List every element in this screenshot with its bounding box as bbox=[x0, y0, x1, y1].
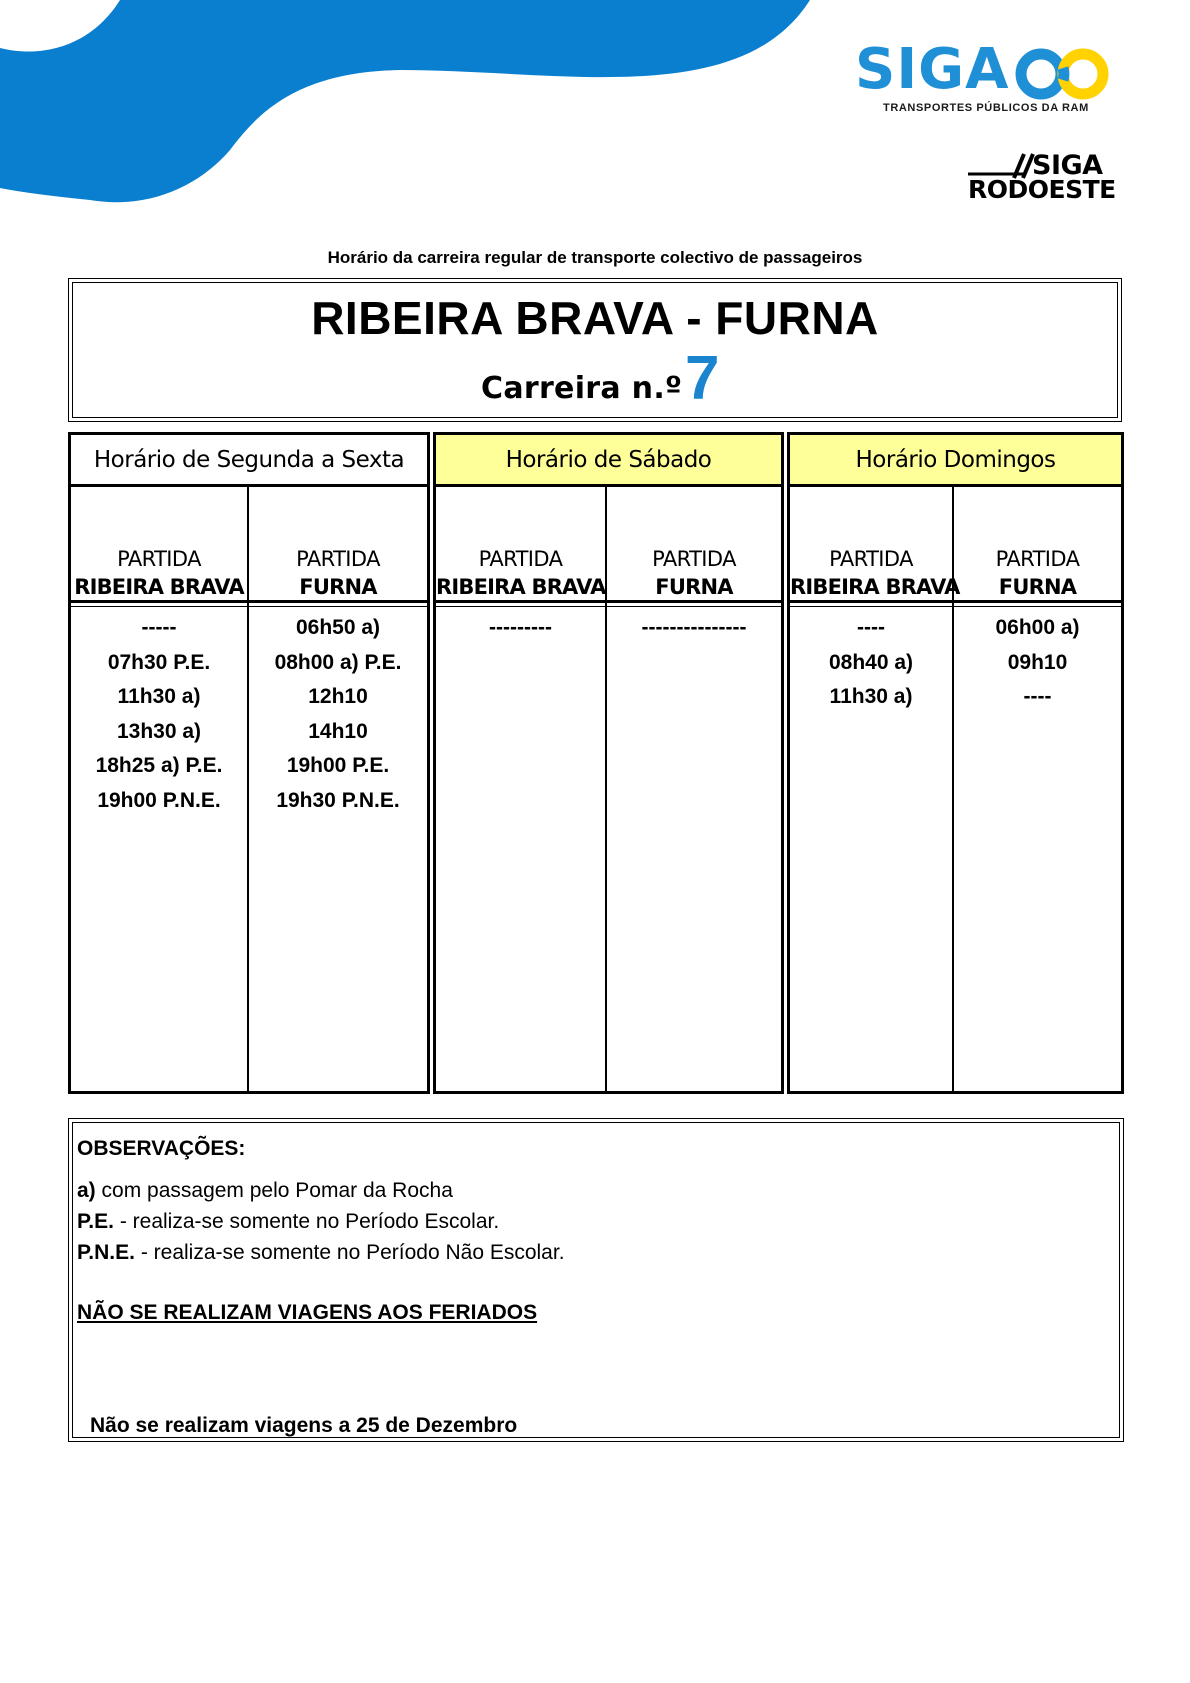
schedule-table bbox=[68, 432, 1124, 1094]
observations-box bbox=[68, 1118, 1124, 1442]
note-key: P.N.E. bbox=[77, 1241, 135, 1264]
weekday-header: Horário de Segunda a Sexta bbox=[71, 435, 427, 487]
saturday-header: Horário de Sábado bbox=[436, 435, 781, 487]
departure-time: 19h30 P.N.E. bbox=[276, 788, 400, 812]
departure-time: 08h40 a) bbox=[828, 650, 914, 674]
column-header bbox=[790, 487, 960, 603]
column-header-label: PARTIDA bbox=[829, 547, 913, 571]
departure-time: 06h00 a) bbox=[995, 616, 1080, 639]
column-header-origin: RIBEIRA BRAVA bbox=[74, 575, 244, 599]
column-header-origin: FURNA bbox=[998, 575, 1077, 599]
note-line bbox=[77, 1210, 499, 1234]
siga-tagline: TRANSPORTES PÚBLICOS DA RAM bbox=[883, 102, 1089, 114]
column-header-origin: FURNA bbox=[655, 575, 733, 599]
sunday-header: Horário Domingos bbox=[790, 435, 1121, 487]
departure-time: 14h10 bbox=[308, 719, 368, 743]
sunday-schedule bbox=[787, 432, 1124, 1094]
rodoeste-name-text: RODOESTE bbox=[968, 175, 1116, 204]
route-title: RIBEIRA BRAVA - FURNA bbox=[311, 292, 879, 344]
column-header-label: PARTIDA bbox=[117, 547, 201, 571]
sunday-col-ribeira-brava bbox=[790, 487, 960, 1091]
holiday-notice: NÃO SE REALIZAM VIAGENS AOS FERIADOS bbox=[77, 1301, 538, 1324]
weekday-col-furna bbox=[249, 487, 427, 1091]
note-key: P.E. bbox=[77, 1210, 114, 1233]
departure-time: 07h30 P.E. bbox=[107, 650, 211, 674]
weekday-col-ribeira-brava bbox=[71, 487, 249, 1091]
departure-time: 19h00 P.N.E. bbox=[97, 788, 221, 812]
document-subtitle: Horário da carreira regular de transporte colectivo de passageiros bbox=[327, 248, 863, 267]
departure-time: --------------- bbox=[641, 616, 747, 639]
departure-time: --------- bbox=[489, 616, 552, 639]
departure-time: 19h00 P.E. bbox=[286, 754, 390, 777]
column-header bbox=[436, 487, 605, 603]
departure-time: 11h30 a) bbox=[829, 685, 913, 708]
saturday-col-furna bbox=[607, 487, 781, 1091]
note-line bbox=[77, 1179, 453, 1203]
sunday-col-furna bbox=[954, 487, 1121, 1091]
carreira-label: Carreira n.º bbox=[481, 371, 683, 406]
departure-time: ----- bbox=[141, 616, 177, 639]
departure-time: ---- bbox=[1023, 685, 1052, 708]
christmas-notice: Não se realizam viagens a 25 de Dezembro bbox=[90, 1414, 518, 1437]
rodoeste-siga-text: SIGA bbox=[1032, 150, 1103, 181]
column-header-label: PARTIDA bbox=[478, 547, 563, 571]
column-header bbox=[249, 487, 427, 603]
column-header-label: PARTIDA bbox=[652, 547, 736, 571]
column-header-origin: FURNA bbox=[299, 575, 377, 599]
column-header-label: PARTIDA bbox=[296, 547, 380, 571]
siga-logo-text: SIGA bbox=[855, 37, 1010, 102]
departure-time: 18h25 a) P.E. bbox=[95, 754, 223, 777]
departure-time: 06h50 a) bbox=[295, 616, 381, 639]
departure-time: ---- bbox=[857, 616, 885, 639]
note-text: - realiza-se somente no Período Não Escolar. bbox=[134, 1241, 565, 1264]
departure-time: 13h30 a) bbox=[116, 719, 202, 743]
column-header-origin: RIBEIRA BRAVA bbox=[790, 575, 960, 599]
departure-time: 12h10 bbox=[308, 685, 368, 708]
column-header-origin: RIBEIRA BRAVA bbox=[436, 575, 606, 599]
siga-logo bbox=[855, 38, 1115, 118]
observations-title: OBSERVAÇÕES: bbox=[77, 1137, 246, 1160]
saturday-col-ribeira-brava bbox=[436, 487, 607, 1091]
departure-time: 09h10 bbox=[1007, 650, 1068, 674]
weekday-schedule bbox=[68, 432, 430, 1094]
column-header bbox=[607, 487, 781, 603]
header-wave-shape bbox=[0, 0, 820, 210]
siga-rings-icon bbox=[1011, 46, 1115, 102]
rodoeste-logo bbox=[968, 150, 1116, 204]
column-header-label: PARTIDA bbox=[995, 547, 1080, 571]
column-header bbox=[954, 487, 1121, 603]
departure-time: 08h00 a) P.E. bbox=[274, 650, 402, 674]
carreira-number: 7 bbox=[685, 344, 720, 413]
note-text: - realiza-se somente no Período Escolar. bbox=[113, 1210, 500, 1233]
column-header bbox=[71, 487, 247, 603]
route-title-box bbox=[68, 278, 1122, 422]
note-key: a) bbox=[77, 1179, 96, 1202]
departure-time: 11h30 a) bbox=[117, 685, 201, 708]
note-line bbox=[77, 1241, 565, 1265]
note-text: com passagem pelo Pomar da Rocha bbox=[95, 1179, 453, 1202]
saturday-schedule bbox=[433, 432, 784, 1094]
